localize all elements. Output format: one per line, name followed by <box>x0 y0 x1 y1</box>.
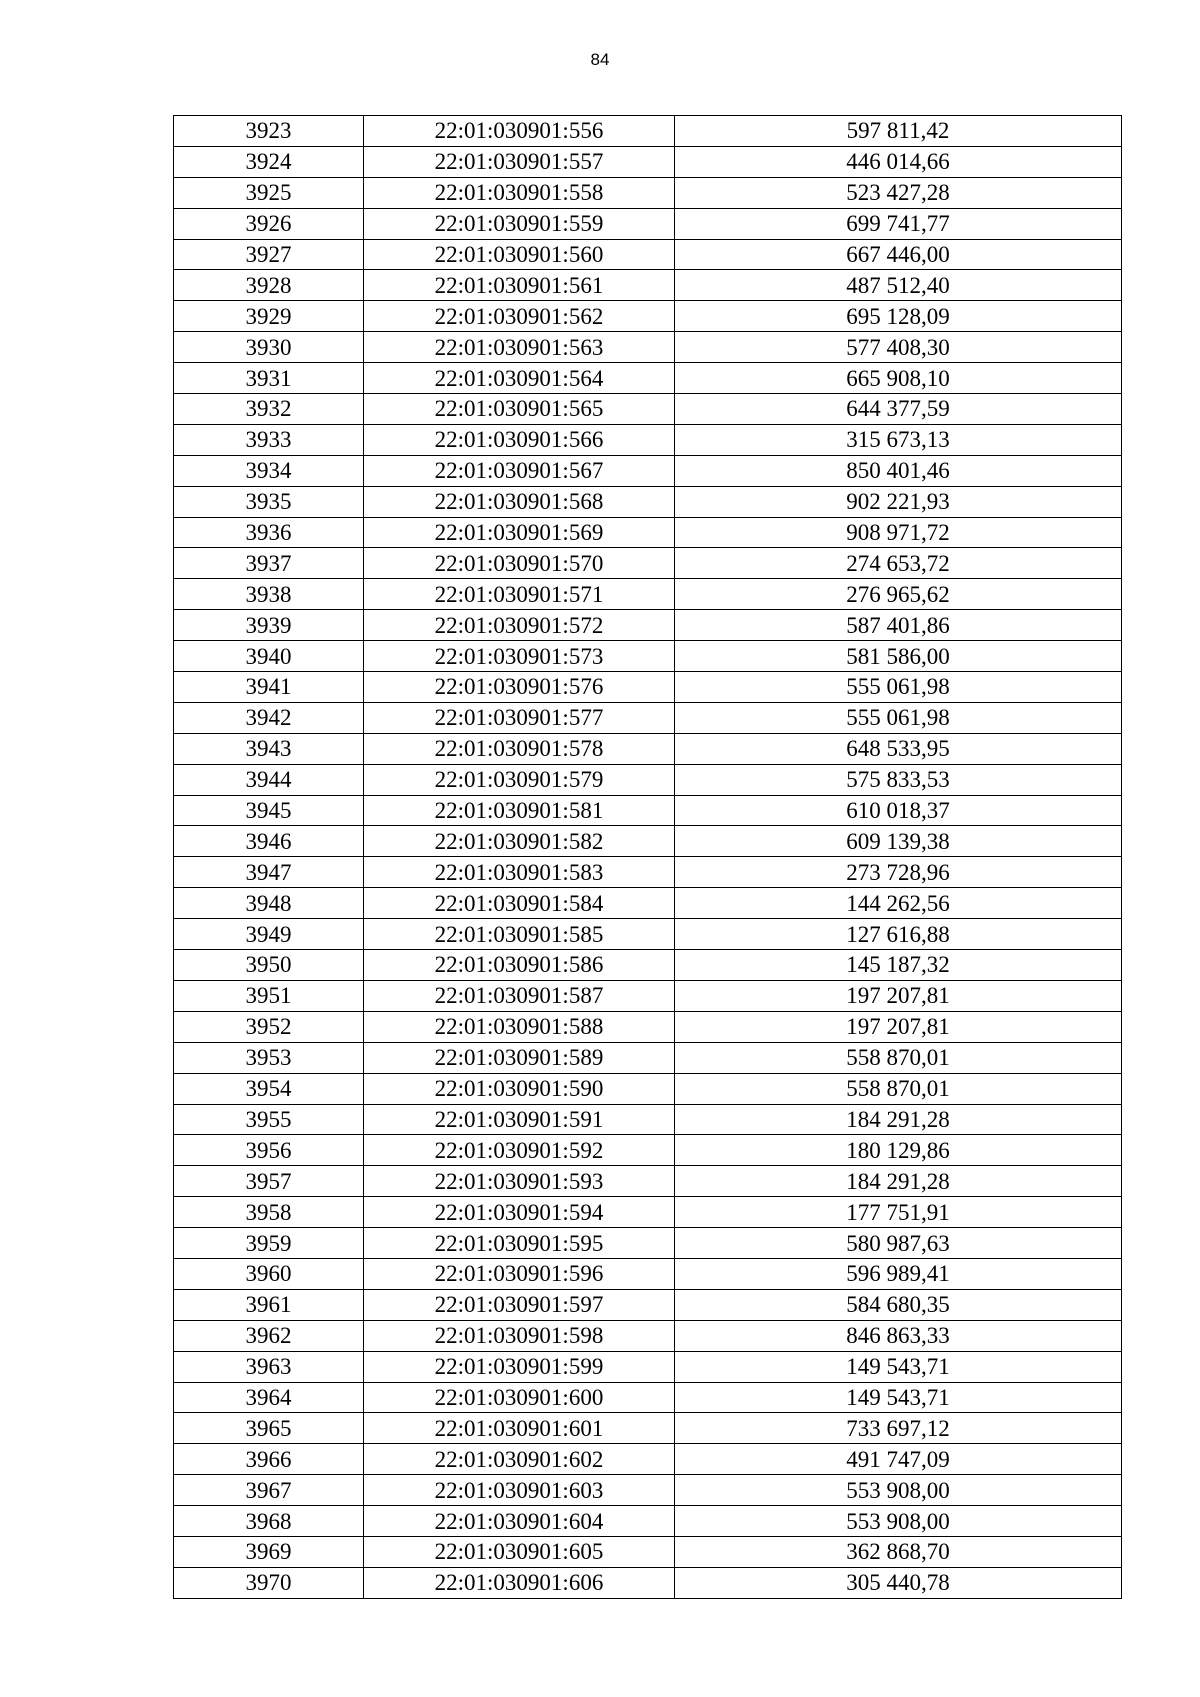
cadastral-number-cell: 22:01:030901:571 <box>364 579 675 610</box>
cadastral-number-cell: 22:01:030901:594 <box>364 1197 675 1228</box>
table-row <box>174 702 1122 733</box>
row-number-cell: 3929 <box>174 301 364 332</box>
row-number-cell: 3960 <box>174 1258 364 1289</box>
cadastral-number-cell: 22:01:030901:588 <box>364 1011 675 1042</box>
table-row <box>174 579 1122 610</box>
cadastral-value-cell: 553 908,00 <box>675 1475 1122 1506</box>
cadastral-value-cell: 362 868,70 <box>675 1536 1122 1567</box>
cadastral-number-cell: 22:01:030901:592 <box>364 1135 675 1166</box>
cadastral-value-cell: 644 377,59 <box>675 394 1122 425</box>
row-number-cell: 3938 <box>174 579 364 610</box>
cadastral-value-cell: 491 747,09 <box>675 1444 1122 1475</box>
row-number-cell: 3952 <box>174 1011 364 1042</box>
cadastral-number-cell: 22:01:030901:585 <box>364 919 675 950</box>
cadastral-value-cell: 274 653,72 <box>675 548 1122 579</box>
row-number-cell: 3956 <box>174 1135 364 1166</box>
table-row <box>174 950 1122 981</box>
cadastral-value-cell: 127 616,88 <box>675 919 1122 950</box>
table-row <box>174 1475 1122 1506</box>
table-row <box>174 1011 1122 1042</box>
cadastral-number-cell: 22:01:030901:584 <box>364 888 675 919</box>
row-number-cell: 3949 <box>174 919 364 950</box>
table-row <box>174 332 1122 363</box>
row-number-cell: 3927 <box>174 239 364 270</box>
cadastral-value-cell: 149 543,71 <box>675 1382 1122 1413</box>
row-number-cell: 3942 <box>174 702 364 733</box>
cadastral-value-cell: 902 221,93 <box>675 486 1122 517</box>
table-row <box>174 1197 1122 1228</box>
cadastral-value-cell: 667 446,00 <box>675 239 1122 270</box>
table-row <box>174 177 1122 208</box>
table-row <box>174 270 1122 301</box>
table-row <box>174 1382 1122 1413</box>
cadastral-number-cell: 22:01:030901:603 <box>364 1475 675 1506</box>
cadastral-value-cell: 733 697,12 <box>675 1413 1122 1444</box>
cadastral-number-cell: 22:01:030901:563 <box>364 332 675 363</box>
row-number-cell: 3947 <box>174 857 364 888</box>
row-number-cell: 3959 <box>174 1228 364 1259</box>
table-row <box>174 1289 1122 1320</box>
row-number-cell: 3923 <box>174 116 364 147</box>
cadastral-value-cell: 184 291,28 <box>675 1104 1122 1135</box>
row-number-cell: 3937 <box>174 548 364 579</box>
table-row <box>174 146 1122 177</box>
row-number-cell: 3967 <box>174 1475 364 1506</box>
table-row <box>174 548 1122 579</box>
cadastral-number-cell: 22:01:030901:589 <box>364 1042 675 1073</box>
cadastral-value-cell: 555 061,98 <box>675 672 1122 703</box>
row-number-cell: 3924 <box>174 146 364 177</box>
cadastral-number-cell: 22:01:030901:601 <box>364 1413 675 1444</box>
cadastral-number-cell: 22:01:030901:591 <box>364 1104 675 1135</box>
table-row <box>174 1073 1122 1104</box>
row-number-cell: 3961 <box>174 1289 364 1320</box>
table-row <box>174 208 1122 239</box>
table-row <box>174 1166 1122 1197</box>
cadastral-value-cell: 273 728,96 <box>675 857 1122 888</box>
cadastral-value-cell: 558 870,01 <box>675 1073 1122 1104</box>
cadastral-number-cell: 22:01:030901:558 <box>364 177 675 208</box>
row-number-cell: 3954 <box>174 1073 364 1104</box>
cadastral-number-cell: 22:01:030901:598 <box>364 1320 675 1351</box>
row-number-cell: 3953 <box>174 1042 364 1073</box>
row-number-cell: 3948 <box>174 888 364 919</box>
table-row <box>174 733 1122 764</box>
table-row <box>174 1320 1122 1351</box>
table-row <box>174 1228 1122 1259</box>
cadastral-value-cell: 487 512,40 <box>675 270 1122 301</box>
row-number-cell: 3930 <box>174 332 364 363</box>
table-row <box>174 116 1122 147</box>
cadastral-number-cell: 22:01:030901:583 <box>364 857 675 888</box>
cadastral-value-cell: 315 673,13 <box>675 424 1122 455</box>
table-row <box>174 1536 1122 1567</box>
cadastral-value-cell: 177 751,91 <box>675 1197 1122 1228</box>
cadastral-number-cell: 22:01:030901:568 <box>364 486 675 517</box>
cadastral-value-cell: 908 971,72 <box>675 517 1122 548</box>
cadastral-value-cell: 699 741,77 <box>675 208 1122 239</box>
row-number-cell: 3936 <box>174 517 364 548</box>
row-number-cell: 3939 <box>174 610 364 641</box>
table-row <box>174 641 1122 672</box>
row-number-cell: 3957 <box>174 1166 364 1197</box>
table-row <box>174 363 1122 394</box>
cadastral-value-cell: 555 061,98 <box>675 702 1122 733</box>
cadastral-number-cell: 22:01:030901:582 <box>364 826 675 857</box>
cadastral-number-cell: 22:01:030901:602 <box>364 1444 675 1475</box>
cadastral-number-cell: 22:01:030901:586 <box>364 950 675 981</box>
row-number-cell: 3969 <box>174 1536 364 1567</box>
cadastral-number-cell: 22:01:030901:557 <box>364 146 675 177</box>
row-number-cell: 3935 <box>174 486 364 517</box>
table-row <box>174 1444 1122 1475</box>
cadastral-number-cell: 22:01:030901:573 <box>364 641 675 672</box>
cadastral-number-cell: 22:01:030901:590 <box>364 1073 675 1104</box>
cadastral-value-cell: 184 291,28 <box>675 1166 1122 1197</box>
row-number-cell: 3951 <box>174 980 364 1011</box>
cadastral-value-cell: 523 427,28 <box>675 177 1122 208</box>
cadastral-value-table <box>173 115 1122 1599</box>
cadastral-value-cell: 144 262,56 <box>675 888 1122 919</box>
table-row <box>174 888 1122 919</box>
row-number-cell: 3950 <box>174 950 364 981</box>
table-body <box>174 116 1122 1599</box>
table-row <box>174 1351 1122 1382</box>
table-row <box>174 1042 1122 1073</box>
row-number-cell: 3928 <box>174 270 364 301</box>
table-row <box>174 517 1122 548</box>
cadastral-value-cell: 846 863,33 <box>675 1320 1122 1351</box>
cadastral-value-cell: 584 680,35 <box>675 1289 1122 1320</box>
row-number-cell: 3963 <box>174 1351 364 1382</box>
cadastral-value-cell: 197 207,81 <box>675 980 1122 1011</box>
row-number-cell: 3940 <box>174 641 364 672</box>
cadastral-number-cell: 22:01:030901:569 <box>364 517 675 548</box>
cadastral-value-cell: 305 440,78 <box>675 1567 1122 1598</box>
row-number-cell: 3958 <box>174 1197 364 1228</box>
table-row <box>174 795 1122 826</box>
cadastral-value-cell: 587 401,86 <box>675 610 1122 641</box>
row-number-cell: 3925 <box>174 177 364 208</box>
cadastral-value-cell: 580 987,63 <box>675 1228 1122 1259</box>
cadastral-value-cell: 577 408,30 <box>675 332 1122 363</box>
cadastral-value-cell: 575 833,53 <box>675 764 1122 795</box>
cadastral-number-cell: 22:01:030901:597 <box>364 1289 675 1320</box>
row-number-cell: 3970 <box>174 1567 364 1598</box>
row-number-cell: 3965 <box>174 1413 364 1444</box>
cadastral-value-cell: 850 401,46 <box>675 455 1122 486</box>
row-number-cell: 3933 <box>174 424 364 455</box>
row-number-cell: 3968 <box>174 1506 364 1537</box>
cadastral-number-cell: 22:01:030901:599 <box>364 1351 675 1382</box>
cadastral-number-cell: 22:01:030901:572 <box>364 610 675 641</box>
table-row <box>174 764 1122 795</box>
page-number: 84 <box>590 50 610 69</box>
cadastral-number-cell: 22:01:030901:593 <box>364 1166 675 1197</box>
cadastral-number-cell: 22:01:030901:605 <box>364 1536 675 1567</box>
cadastral-value-cell: 581 586,00 <box>675 641 1122 672</box>
cadastral-value-cell: 610 018,37 <box>675 795 1122 826</box>
cadastral-value-cell: 695 128,09 <box>675 301 1122 332</box>
cadastral-value-cell: 648 533,95 <box>675 733 1122 764</box>
cadastral-number-cell: 22:01:030901:564 <box>364 363 675 394</box>
table-row <box>174 919 1122 950</box>
cadastral-value-cell: 609 139,38 <box>675 826 1122 857</box>
cadastral-number-cell: 22:01:030901:556 <box>364 116 675 147</box>
row-number-cell: 3934 <box>174 455 364 486</box>
table-row <box>174 610 1122 641</box>
cadastral-number-cell: 22:01:030901:577 <box>364 702 675 733</box>
row-number-cell: 3926 <box>174 208 364 239</box>
cadastral-value-cell: 149 543,71 <box>675 1351 1122 1382</box>
cadastral-value-cell: 665 908,10 <box>675 363 1122 394</box>
cadastral-number-cell: 22:01:030901:559 <box>364 208 675 239</box>
cadastral-number-cell: 22:01:030901:606 <box>364 1567 675 1598</box>
table-row <box>174 301 1122 332</box>
table-row <box>174 672 1122 703</box>
table-row <box>174 1135 1122 1166</box>
cadastral-number-cell: 22:01:030901:570 <box>364 548 675 579</box>
row-number-cell: 3945 <box>174 795 364 826</box>
row-number-cell: 3941 <box>174 672 364 703</box>
cadastral-value-cell: 446 014,66 <box>675 146 1122 177</box>
table-row <box>174 424 1122 455</box>
cadastral-number-cell: 22:01:030901:565 <box>364 394 675 425</box>
cadastral-number-cell: 22:01:030901:587 <box>364 980 675 1011</box>
row-number-cell: 3931 <box>174 363 364 394</box>
row-number-cell: 3955 <box>174 1104 364 1135</box>
table-row <box>174 826 1122 857</box>
cadastral-value-cell: 180 129,86 <box>675 1135 1122 1166</box>
cadastral-value-cell: 145 187,32 <box>675 950 1122 981</box>
row-number-cell: 3946 <box>174 826 364 857</box>
table-row <box>174 1567 1122 1598</box>
table-row <box>174 394 1122 425</box>
cadastral-value-cell: 558 870,01 <box>675 1042 1122 1073</box>
table-row <box>174 1413 1122 1444</box>
cadastral-number-cell: 22:01:030901:562 <box>364 301 675 332</box>
table-row <box>174 857 1122 888</box>
table-row <box>174 1258 1122 1289</box>
cadastral-number-cell: 22:01:030901:578 <box>364 733 675 764</box>
cadastral-number-cell: 22:01:030901:561 <box>364 270 675 301</box>
cadastral-value-cell: 596 989,41 <box>675 1258 1122 1289</box>
cadastral-number-cell: 22:01:030901:567 <box>364 455 675 486</box>
cadastral-value-cell: 553 908,00 <box>675 1506 1122 1537</box>
cadastral-value-cell: 597 811,42 <box>675 116 1122 147</box>
cadastral-number-cell: 22:01:030901:576 <box>364 672 675 703</box>
cadastral-number-cell: 22:01:030901:604 <box>364 1506 675 1537</box>
row-number-cell: 3943 <box>174 733 364 764</box>
cadastral-number-cell: 22:01:030901:596 <box>364 1258 675 1289</box>
row-number-cell: 3932 <box>174 394 364 425</box>
row-number-cell: 3966 <box>174 1444 364 1475</box>
table-row <box>174 980 1122 1011</box>
cadastral-number-cell: 22:01:030901:579 <box>364 764 675 795</box>
cadastral-value-cell: 276 965,62 <box>675 579 1122 610</box>
row-number-cell: 3962 <box>174 1320 364 1351</box>
cadastral-number-cell: 22:01:030901:600 <box>364 1382 675 1413</box>
cadastral-number-cell: 22:01:030901:595 <box>364 1228 675 1259</box>
table-row <box>174 1506 1122 1537</box>
cadastral-number-cell: 22:01:030901:581 <box>364 795 675 826</box>
table-row <box>174 239 1122 270</box>
cadastral-value-cell: 197 207,81 <box>675 1011 1122 1042</box>
table-row <box>174 486 1122 517</box>
table-row <box>174 1104 1122 1135</box>
cadastral-number-cell: 22:01:030901:560 <box>364 239 675 270</box>
row-number-cell: 3964 <box>174 1382 364 1413</box>
row-number-cell: 3944 <box>174 764 364 795</box>
cadastral-number-cell: 22:01:030901:566 <box>364 424 675 455</box>
table-row <box>174 455 1122 486</box>
